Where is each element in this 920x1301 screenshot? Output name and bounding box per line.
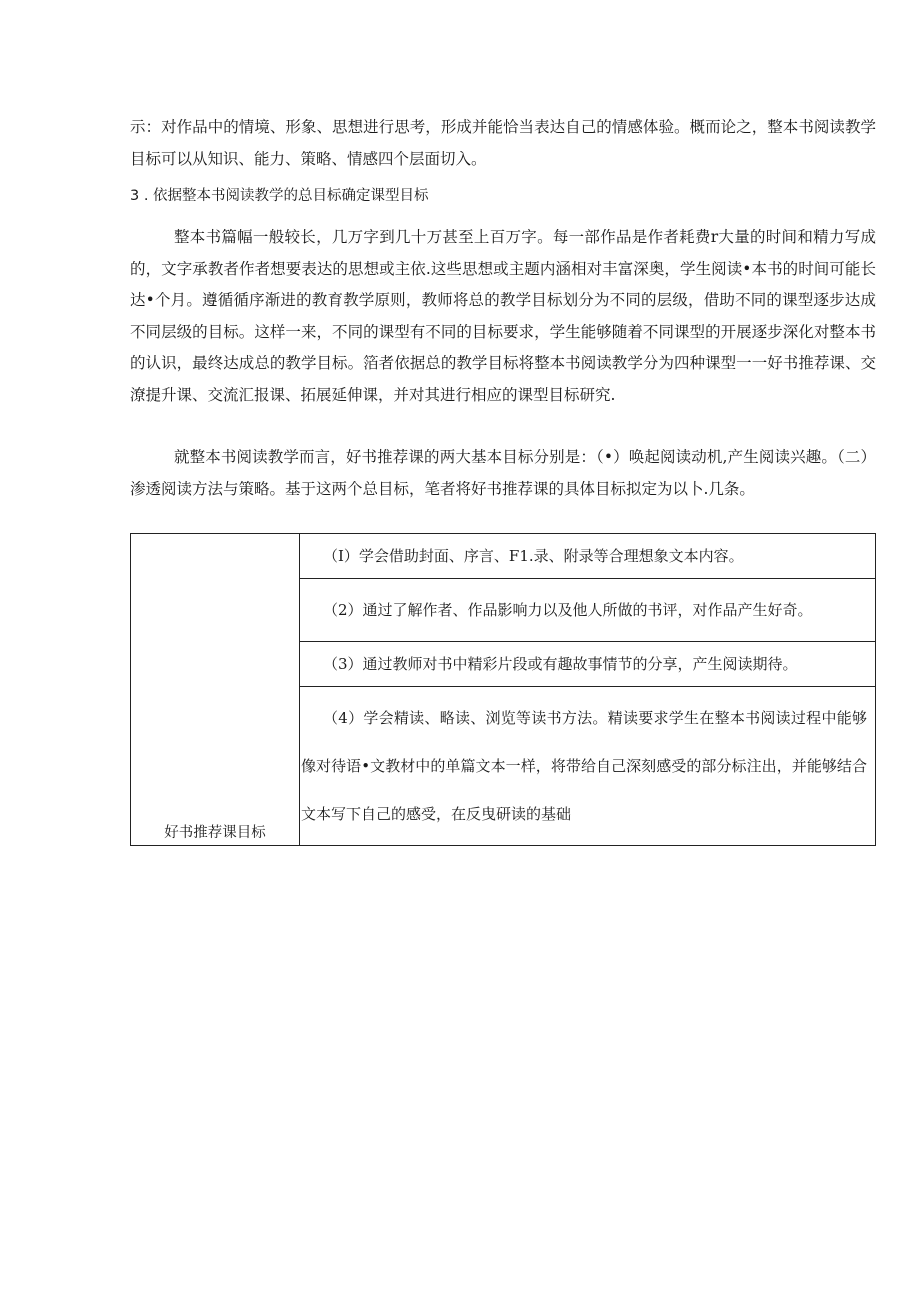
section-heading: 3 . 依据整本书阅读教学的总目标确定课型目标 <box>130 188 429 204</box>
goals-table <box>130 533 876 846</box>
goal-item-1 <box>300 534 876 579</box>
goal-item-2 <box>300 579 876 642</box>
row-label: 好书推荐课目标 <box>164 825 266 841</box>
row-label-cell <box>131 534 300 846</box>
goal-item-text: （4）学会精读、略读、浏览等读书方法。精读要求学生在整本书阅读过程中能够像对待语•文教材中的单篇文本一样，将带给自己深刻感受的部分标注出，并能够结合文本写下自己的感受，在反曳研读的基础 <box>301 709 867 823</box>
goal-item-text: （3）通过教师对书中精彩片段或有趣故事情节的分享，产生阅读期待。 <box>323 655 798 673</box>
goal-item-4 <box>300 687 876 846</box>
goals-paragraph: 就整本书阅读教学而言，好书推荐课的两大基本目标分别是：（•）唤起阅读动机,产生阅读兴趣。（二）渗透阅读方法与策略。基于这两个总目标，笔者将好书推荐课的具体目标拟定为以卜.几条。 <box>130 448 876 498</box>
main-paragraph: 整本书篇幅一般较长，几万字到几十万甚至上百万字。每一部作品是作者耗费r大量的时间和精力写成的，文字承教者作者想要表达的思想或主依.这些思想或主题内涵相对丰富深奥，学生阅读•本书的时间可能长达•个月。遵循循序渐进的教育教学原则，教师将总的教学目标划分为不同的层级，借助不同的课型逐步达成不同层级的目标。这样一来，不同的课型有不同的目标要求，学生能够随着不同课型的开展逐步深化对整本书的认识，最终达成总的教学目标。箔者依据总的教学目标将整本书阅读教学分为四种课型一一好书推荐课、交潦提升课、交流汇报课、拓展延伸课，并对其进行相应的课型目标研究. <box>130 228 876 404</box>
table-row <box>131 534 876 579</box>
goal-item-text: （I）学会借助封面、序言、F1.录、附录等合理想象文本内容。 <box>323 547 744 565</box>
intro-paragraph: 示：对作品中的情境、形象、思想进行思考，形成并能恰当表达自己的情感体验。概而论之，整本书阅读教学目标可以从知识、能力、策略、情感四个层面切入。 <box>130 118 876 168</box>
goal-item-3 <box>300 642 876 687</box>
goal-item-text: （2）通过了解作者、作品影响力以及他人所做的书评，对作品产生好奇。 <box>323 601 813 619</box>
